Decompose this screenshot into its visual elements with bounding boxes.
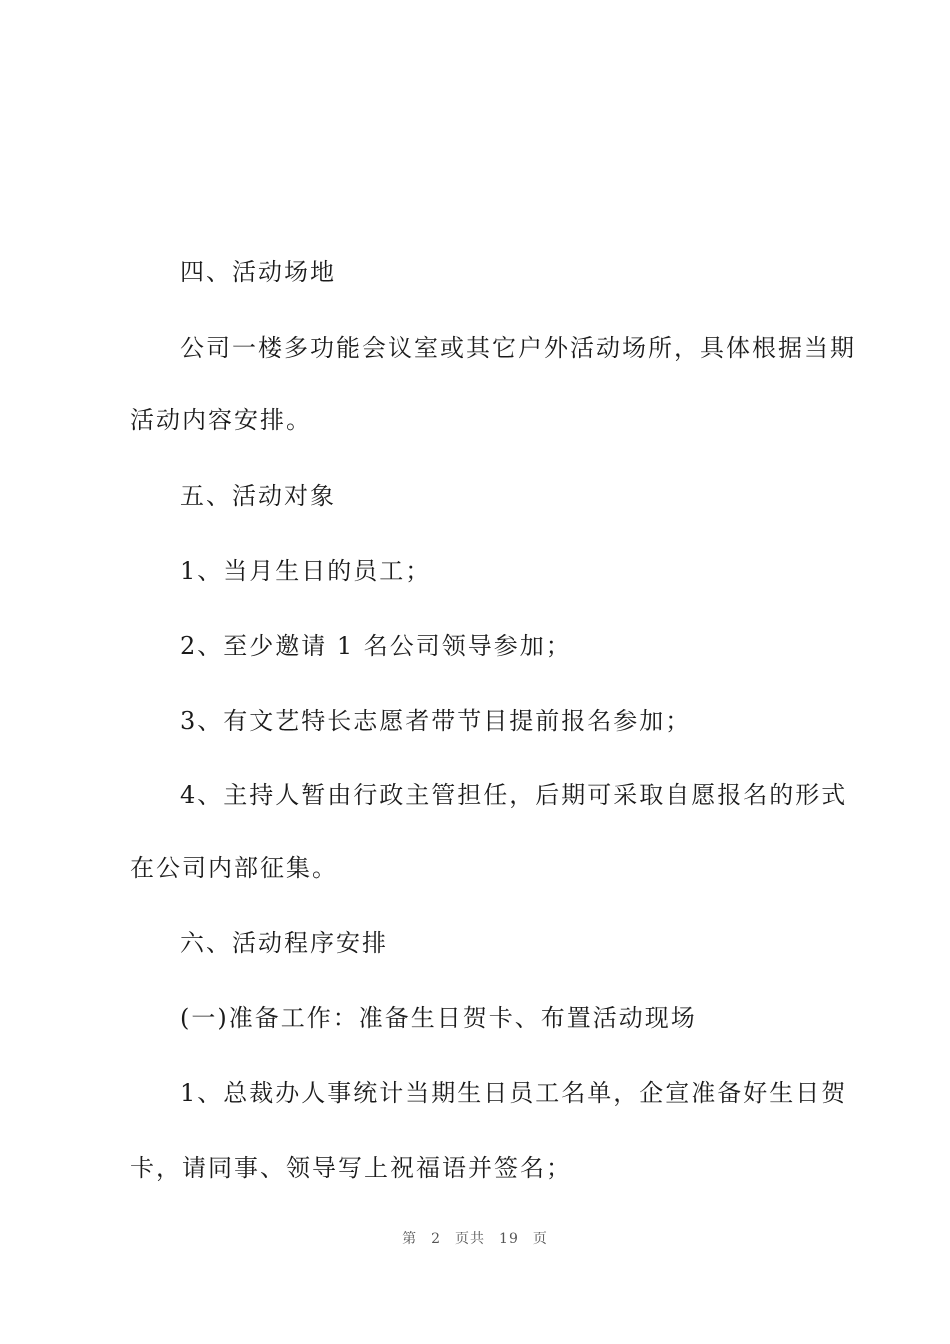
paragraph-line: 公司一楼多功能会议室或其它户外活动场所，具体根据当期 [180,334,856,362]
subsection-heading: (一)准备工作：准备生日贺卡、布置活动现场 [180,1004,697,1032]
paragraph-line: 在公司内部征集。 [130,854,338,882]
list-item: 3、有文艺特长志愿者带节目提前报名参加； [180,707,692,735]
list-item: 2、至少邀请 1 名公司领导参加； [180,632,572,660]
section-heading-schedule: 六、活动程序安排 [180,929,388,957]
list-item: 1、当月生日的员工； [180,557,432,585]
paragraph-line: 卡，请同事、领导写上祝福语并签名； [130,1154,572,1182]
section-heading-venue: 四、活动场地 [180,258,336,286]
footer-page-number: 2 [431,1231,442,1247]
list-item: 4、主持人暂由行政主管担任，后期可采取自愿报名的形式 [180,781,848,809]
section-heading-participants: 五、活动对象 [180,482,336,510]
page-footer [0,1228,950,1248]
footer-prefix: 第 [402,1231,418,1247]
list-item: 1、总裁办人事统计当期生日员工名单，企宣准备好生日贺 [180,1079,848,1107]
footer-middle: 页共 [455,1231,486,1247]
paragraph-line: 活动内容安排。 [130,406,312,434]
footer-suffix: 页 [532,1231,548,1247]
footer-total-pages: 19 [499,1231,519,1247]
